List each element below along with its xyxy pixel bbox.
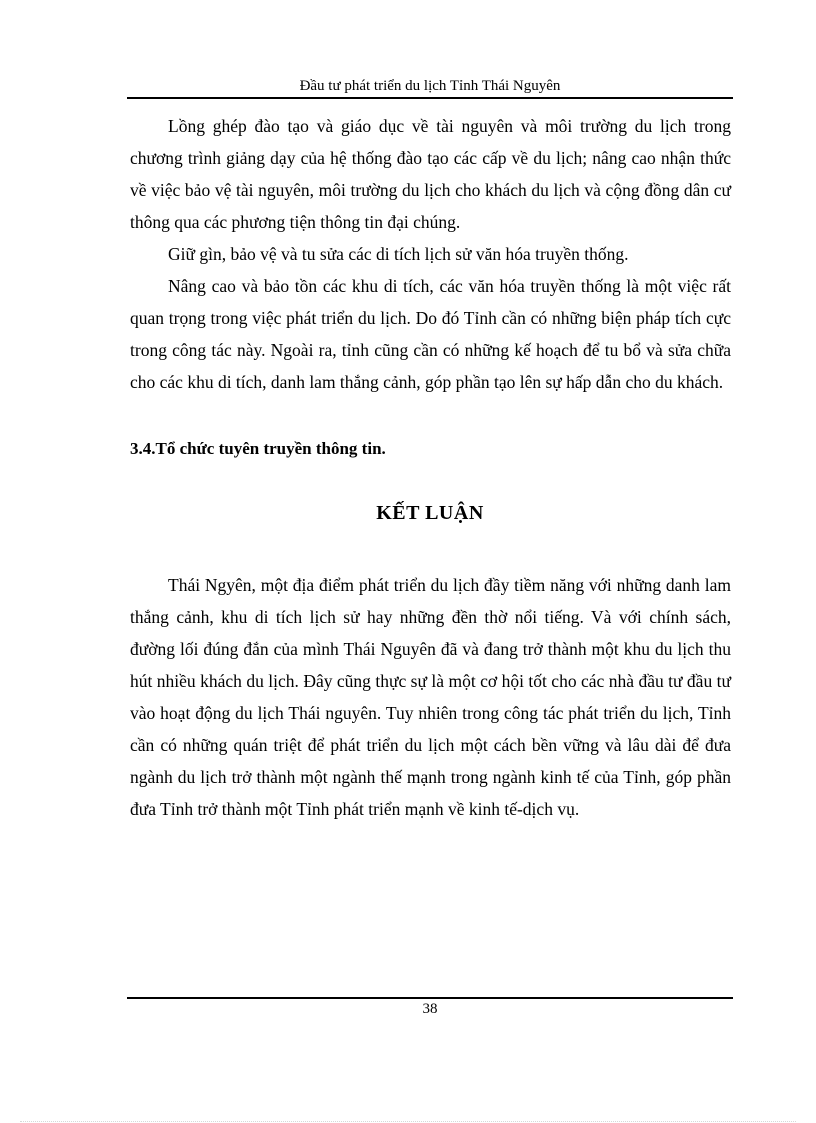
running-header: Đầu tư phát triển du lịch Tỉnh Thái Nguyên bbox=[299, 78, 561, 94]
conclusion-title: KẾT LUẬN bbox=[376, 502, 484, 524]
paragraph-preservation: Giữ gìn, bảo vệ và tu sửa các di tích lịch sử văn hóa truyền thống. bbox=[168, 244, 629, 264]
conclusion-paragraph: Thái Ngyên, một địa điểm phát triển du lịch đầy tiềm năng với những danh lam thắng cảnh, khu di tích lịch sử hay những đền thờ nổi tiếng. Và với chính sách, đường lối đúng đắn của mình Thái Nguyên đã và đang trở thành một khu du lịch thu hút nhiều khách du lịch. Đây cũng thực sự là một cơ hội tốt cho các nhà đầu tư đầu tư vào hoạt động du lịch Thái nguyên. Tuy nhiên trong công tác phát triển du lịch, Tỉnh cần có những quán triệt để phát triển du lịch một cách bền vững và lâu dài để đưa ngành du lịch trở thành một ngành thế mạnh trong ngành kinh tế của Tỉnh, góp phần đưa Tỉnh trở thành một Tỉnh phát triển mạnh về kinh tế-dịch vụ. bbox=[130, 575, 731, 819]
page-edge-divider bbox=[20, 1121, 796, 1122]
section-heading: 3.4.Tổ chức tuyên truyền thông tin. bbox=[130, 439, 386, 458]
paragraph-conservation: Nâng cao và bảo tồn các khu di tích, các văn hóa truyền thống là một việc rất quan trọng trong việc phát triển du lịch. Do đó Tỉnh cần có những biện pháp tích cực trong công tác này. Ngoài ra, tỉnh cũng cần có những kế hoạch để tu bổ và sửa chữa cho các khu di tích, danh lam thắng cảnh, góp phần tạo lên sự hấp dẫn cho du khách. bbox=[130, 276, 731, 392]
page-number: 38 bbox=[422, 1001, 438, 1017]
paragraph-education: Lồng ghép đào tạo và giáo dục về tài nguyên và môi trường du lịch trong chương trình giảng dạy của hệ thống đào tạo các cấp về du lịch; nâng cao nhận thức về việc bảo vệ tài nguyên, môi trường du lịch cho khách du lịch và cộng đồng dân cư thông qua các phương tiện thông tin đại chúng. bbox=[130, 116, 731, 232]
header-rule bbox=[127, 97, 733, 99]
